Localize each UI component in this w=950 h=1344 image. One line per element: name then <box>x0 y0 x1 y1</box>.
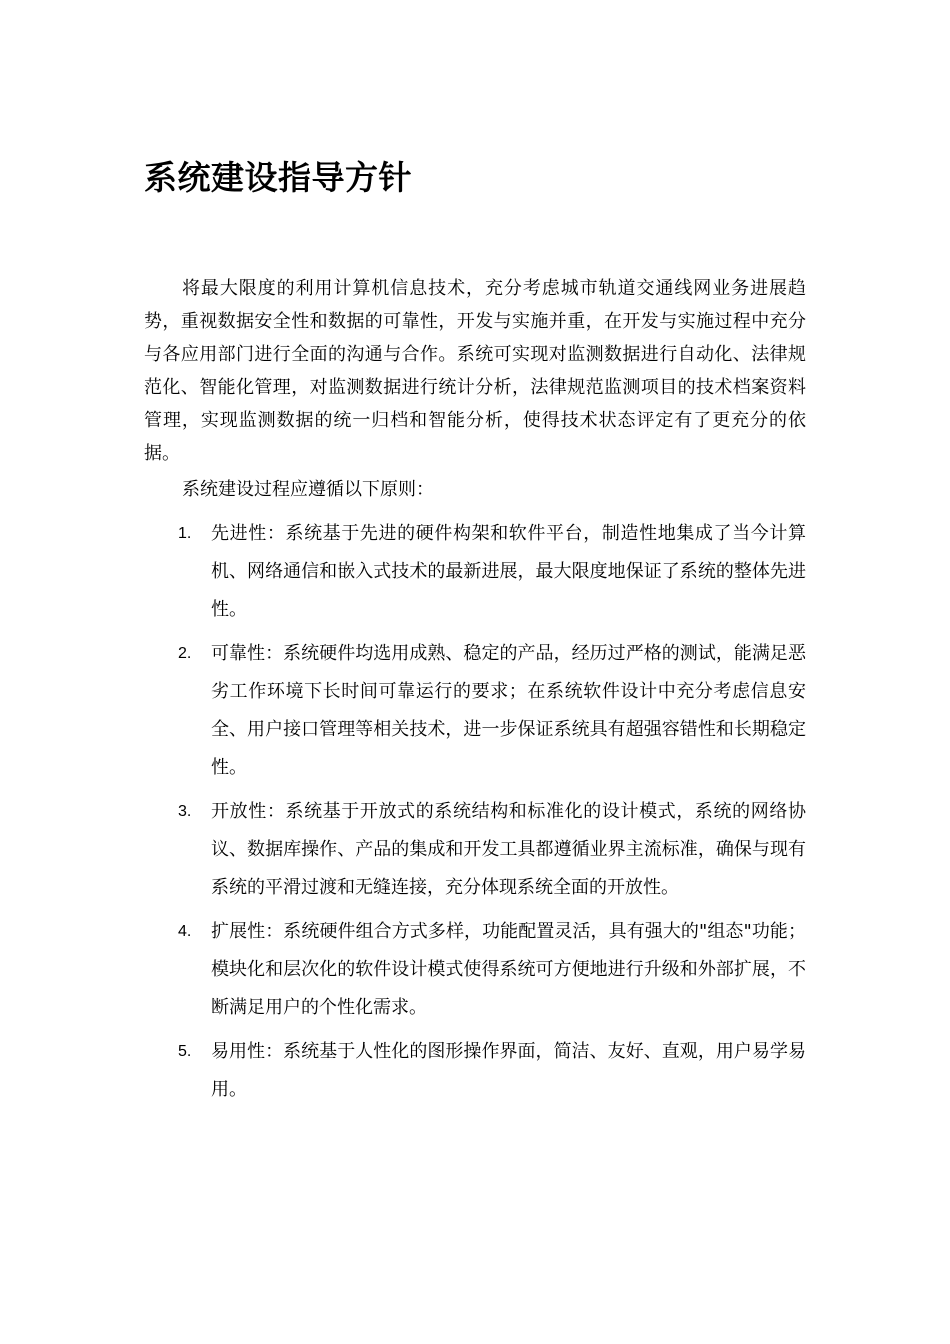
principle-number: 3. <box>178 803 192 820</box>
principle-number: 1. <box>178 525 192 542</box>
intro-paragraph: 将最大限度的利用计算机信息技术，充分考虑城市轨道交通线网业务进展趋势，重视数据安全性和数据的可靠性，开发与实施并重，在开发与实施过程中充分与各应用部门进行全面的沟通与合作。系统可实现对监测数据进行自动化、法律规范化、智能化管理，对监测数据进行统计分析，法律规范监测项目的技术档案资料管理，实现监测数据的统一归档和智能分析，使得技术状态评定有了更充分的依据。 <box>144 278 806 464</box>
principle-item <box>144 515 806 629</box>
principle-text: 扩展性：系统硬件组合方式多样，功能配置灵活，具有强大的"组态"功能；模块化和层次化的软件设计模式使得系统可方便地进行升级和外部扩展，不断满足用户的个性化需求。 <box>211 921 806 1018</box>
principle-text: 先进性：系统基于先进的硬件构架和软件平台，制造性地集成了当今计算机、网络通信和嵌入式技术的最新进展，最大限度地保证了系统的整体先进性。 <box>211 523 806 620</box>
principle-text: 可靠性：系统硬件均选用成熟、稳定的产品，经历过严格的测试，能满足恶劣工作环境下长时间可靠运行的要求；在系统软件设计中充分考虑信息安全、用户接口管理等相关技术，进一步保证系统具有超强容错性和长期稳定性。 <box>211 643 806 778</box>
document-body <box>144 272 806 1109</box>
document-title: 系统建设指导方针 <box>144 158 412 197</box>
principle-number: 2. <box>178 645 192 662</box>
principles-lead-paragraph: 系统建设过程应遵循以下原则： <box>182 479 434 500</box>
principle-item <box>144 793 806 907</box>
principle-number: 4. <box>178 923 192 940</box>
principle-text: 易用性：系统基于人性化的图形操作界面，简洁、友好、直观，用户易学易用。 <box>211 1041 806 1100</box>
principle-number: 5. <box>178 1043 192 1060</box>
principle-item <box>144 635 806 787</box>
principle-item <box>144 913 806 1027</box>
principle-text: 开放性：系统基于开放式的系统结构和标准化的设计模式，系统的网络协议、数据库操作、产品的集成和开发工具都遵循业界主流标准，确保与现有系统的平滑过渡和无缝连接，充分体现系统全面的开放性。 <box>211 801 806 898</box>
principle-item <box>144 1033 806 1109</box>
principles-list <box>144 515 806 1109</box>
